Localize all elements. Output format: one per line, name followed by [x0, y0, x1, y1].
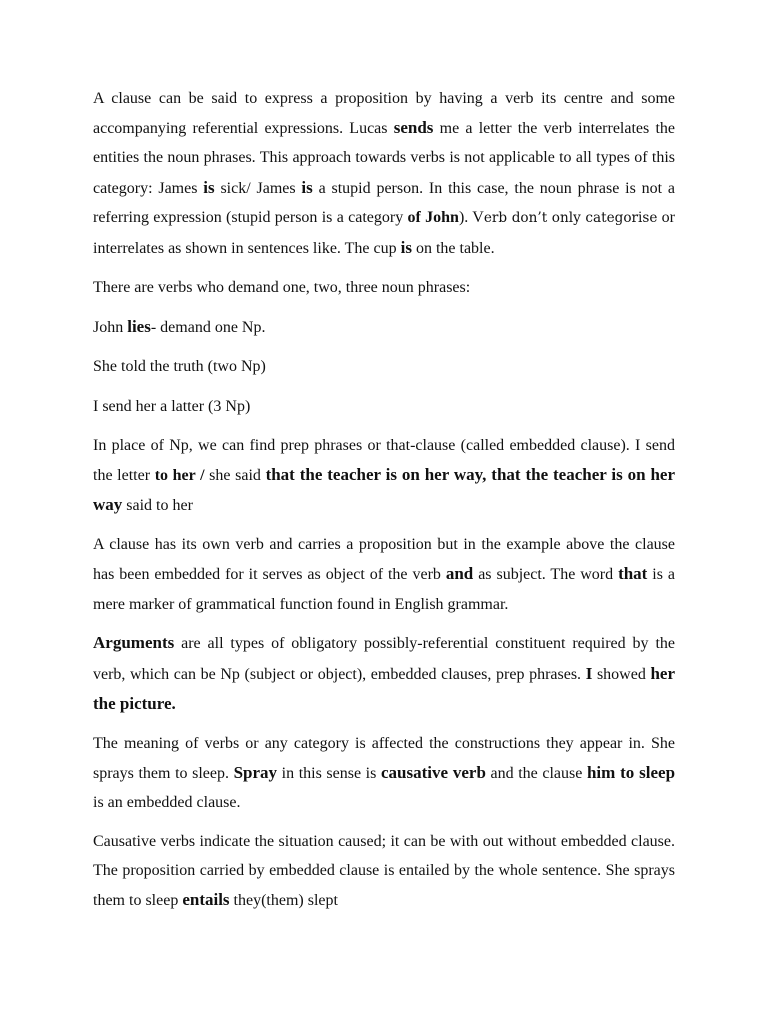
text-run: or interrelates as shown in sentences like. The cup [93, 208, 676, 258]
bold-text-run: Spray [233, 762, 278, 782]
bold-text-run: entails [182, 890, 230, 910]
bold-text-run: to her / [154, 467, 205, 485]
bold-text-run: that [618, 564, 648, 584]
alt-font-text-run: erb don’t only categorise [483, 209, 658, 226]
text-run: John [93, 319, 128, 337]
text-run: is an embedded clause. [93, 794, 241, 812]
text-run: ). V [458, 208, 484, 226]
bold-text-run: and [445, 564, 474, 584]
bold-text-run: is [301, 177, 313, 197]
bold-text-run: sends [393, 118, 434, 138]
text-run: A clause can be said to express a proposition by having a verb its centre and some accompanying referential expressions. Lucas [93, 90, 675, 138]
bold-text-run: is [400, 238, 412, 258]
text-run: said to her [122, 497, 193, 515]
bold-text-run: her the picture. [93, 663, 675, 713]
text-run: in this sense is [277, 764, 381, 782]
text-run: I send her a latter (3 Np) [93, 397, 251, 415]
text-run: - demand one Np. [150, 319, 266, 337]
paragraph-prep-phrases [93, 431, 675, 521]
bold-text-run: lies [127, 317, 151, 337]
text-run: is a mere marker of grammatical function found in English grammar. [93, 566, 675, 613]
bold-text-run: him to sleep [586, 762, 676, 782]
text-run: There are verbs who demand one, two, three noun phrases: [93, 278, 471, 296]
paragraph-verbs-demand [93, 273, 675, 302]
text-run: showed [592, 665, 651, 683]
bold-text-run: Arguments [93, 633, 175, 653]
text-run: The meaning of verbs or any category is affected the constructions they appear in. She sprays them to sleep. [93, 734, 675, 782]
text-run: on the table. [411, 240, 495, 258]
text-run: a stupid person. In this case, the noun phrase is not a referring expression (stupid person is a category [93, 179, 676, 226]
text-run: and the clause [485, 764, 587, 782]
bold-text-run: I [585, 663, 593, 683]
text-run: Causative verbs indicate the situation caused; it can be with out without embedded clause. The proposition carried by embedded clause is entailed by the whole sentence. She sprays them to sleep [93, 832, 675, 910]
bold-text-run: that the teacher is on her way, that the teacher is on her way [93, 465, 675, 515]
paragraph-example-one-np [93, 312, 675, 342]
paragraph-example-three-np [93, 392, 675, 421]
bold-text-run: is [203, 177, 215, 197]
paragraph-example-two-np [93, 352, 675, 381]
text-run: A clause has its own verb and carries a proposition but in the example above the clause has been embedded for it serves as object of the verb [93, 536, 675, 584]
paragraph-causative-verbs [93, 827, 675, 916]
document-page [93, 84, 675, 925]
text-run: She told the truth (two Np) [93, 358, 266, 376]
paragraph-clause-proposition [93, 84, 675, 263]
paragraph-arguments [93, 628, 675, 719]
text-run: In place of Np, we can find prep phrases or that-clause (called embedded clause). I send the letter [93, 437, 675, 485]
bold-text-run: causative verb [380, 762, 486, 782]
text-run: she said [204, 467, 266, 485]
text-run: they(them) slept [229, 892, 338, 910]
text-run: are all types of obligatory possibly-referential constituent required by the verb, which can be Np (subject or object), embedded clauses, prep phrases. [93, 635, 675, 683]
paragraph-embedded-clause [93, 530, 675, 619]
text-run: as subject. The word [473, 566, 619, 584]
paragraph-verb-meaning [93, 729, 675, 818]
text-run: me a letter the verb interrelates the entities the noun phrases. This approach towards verbs is not applicable to all types of this category: James [93, 120, 676, 197]
text-run: sick/ James [214, 179, 302, 197]
bold-text-run: of John [407, 208, 459, 226]
